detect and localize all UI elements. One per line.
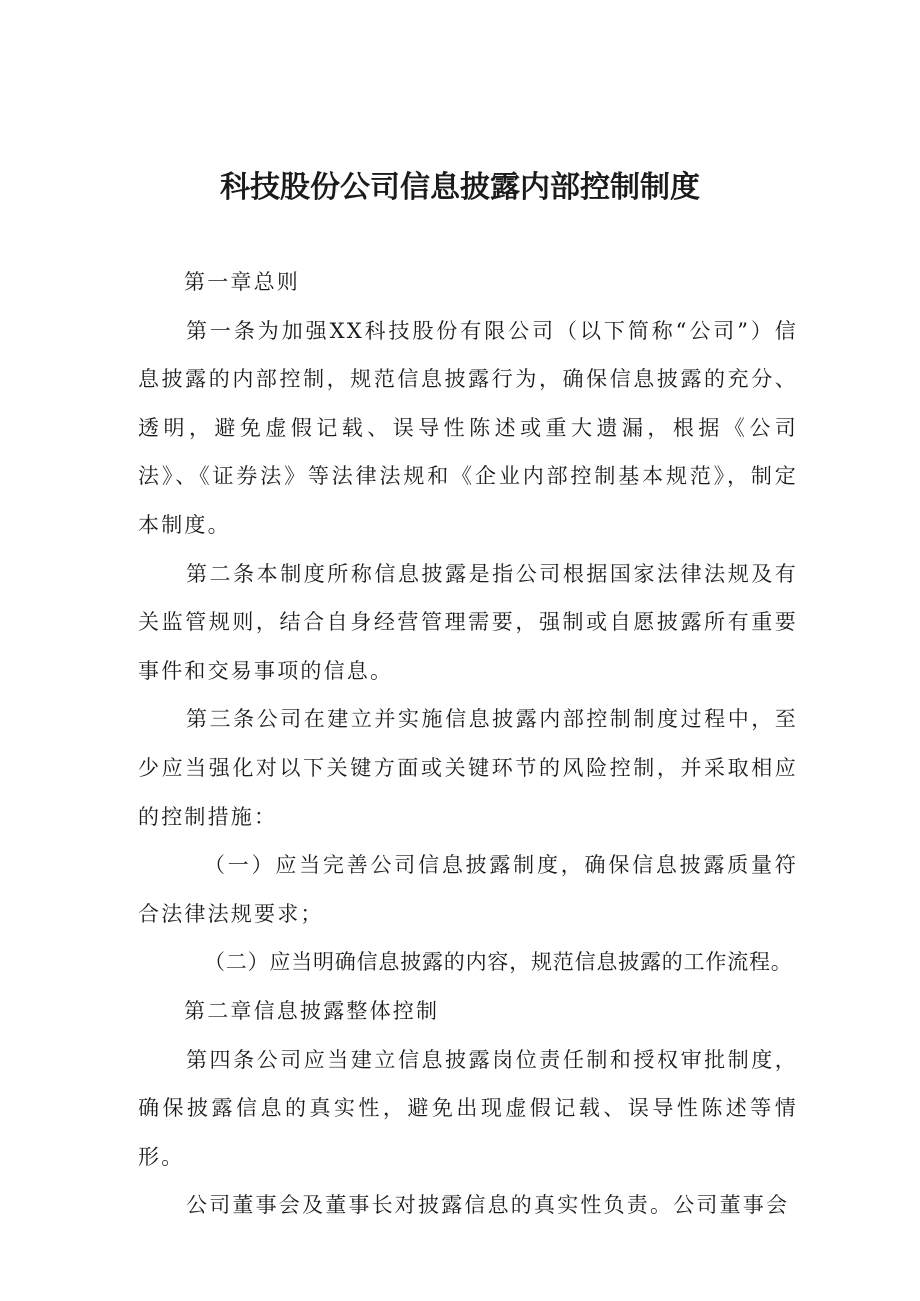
article-3: 第三条公司在建立并实施信息披露内部控制制度过程中，至少应当强化对以下关键方面或关键环节的风险控制，并采取相应的控制措施： [138, 707, 798, 829]
chapter-1-heading: 第一章总则 [184, 270, 300, 294]
document-body [138, 258, 798, 1230]
chapter-2-heading: 第二章信息披露整体控制 [184, 998, 440, 1023]
document-title: 科技股份公司信息披露内部控制制度 [220, 170, 700, 205]
article-4: 第四条公司应当建立信息披露岗位责任制和授权审批制度，确保披露信息的真实性，避免出现虚假记载、误导性陈述等情形。 [138, 1047, 798, 1169]
article-3-item-2: （二）应当明确信息披露的内容，规范信息披露的工作流程。 [204, 950, 793, 975]
article-2: 第二条本制度所称信息披露是指公司根据国家法律法规及有关监管规则，结合自身经营管理需要，强制或自愿披露所有重要事件和交易事项的信息。 [138, 561, 798, 683]
article-4-paragraph-2: 公司董事会及董事长对披露信息的真实性负责。公司董事会 [186, 1193, 790, 1218]
article-3-item-1: （一）应当完善公司信息披露制度，确保信息披露质量符合法律法规要求； [138, 853, 798, 926]
article-1: 第一条为加强XX科技股份有限公司（以下简称“公司”）信息披露的内部控制，规范信息披露行为，确保信息披露的充分、透明，避免虚假记载、误导性陈述或重大遗漏，根据《公司法》、《证券法》等法律法规和《企业内部控制基本规范》，制定本制度。 [138, 318, 798, 537]
